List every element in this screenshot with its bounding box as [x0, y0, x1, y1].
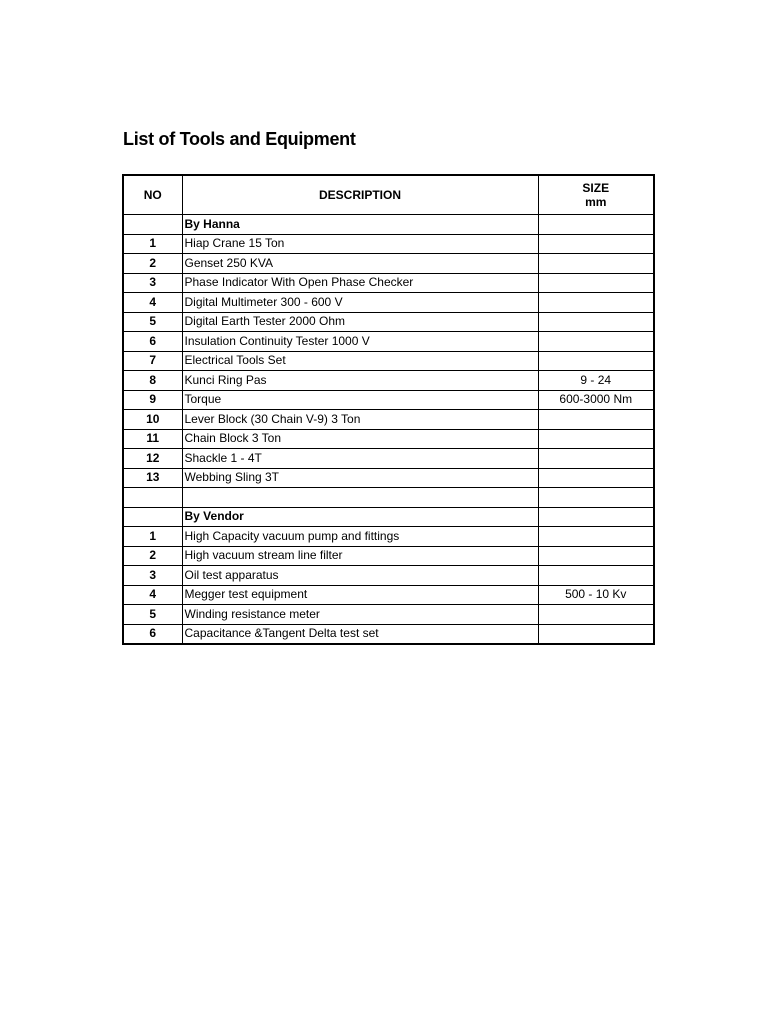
table-row [123, 371, 654, 391]
cell-no: 9 [123, 390, 182, 410]
cell-no: 5 [123, 312, 182, 332]
cell-size [538, 566, 654, 586]
cell-size: 600-3000 Nm [538, 390, 654, 410]
table-row [123, 410, 654, 430]
cell-size [538, 234, 654, 254]
cell-no: 6 [123, 624, 182, 644]
header-size-unit: mm [585, 195, 607, 209]
cell-no: 7 [123, 351, 182, 371]
cell-size [538, 410, 654, 430]
cell-size: 500 - 10 Kv [538, 585, 654, 605]
cell-no: 3 [123, 273, 182, 293]
table-row [123, 234, 654, 254]
cell-no: 4 [123, 293, 182, 313]
cell-size [538, 507, 654, 527]
cell-no [123, 488, 182, 508]
tools-table [122, 174, 655, 645]
section-heading: By Vendor [182, 507, 538, 527]
cell-description: Capacitance &Tangent Delta test set [182, 624, 538, 644]
cell-description: Digital Earth Tester 2000 Ohm [182, 312, 538, 332]
table-row [123, 390, 654, 410]
cell-description: Phase Indicator With Open Phase Checker [182, 273, 538, 293]
table-row [123, 527, 654, 547]
cell-no [123, 215, 182, 235]
table-row [123, 566, 654, 586]
cell-size [538, 351, 654, 371]
header-size-label: SIZE [582, 181, 610, 195]
cell-description: Shackle 1 - 4T [182, 449, 538, 469]
cell-no: 1 [123, 527, 182, 547]
cell-description: High Capacity vacuum pump and fittings [182, 527, 538, 547]
cell-description: Insulation Continuity Tester 1000 V [182, 332, 538, 352]
cell-size [538, 488, 654, 508]
cell-size [538, 429, 654, 449]
table-row [123, 312, 654, 332]
cell-description: Lever Block (30 Chain V-9) 3 Ton [182, 410, 538, 430]
cell-description: Webbing Sling 3T [182, 468, 538, 488]
table-row [123, 273, 654, 293]
header-size [538, 175, 654, 215]
cell-no: 10 [123, 410, 182, 430]
cell-description: Oil test apparatus [182, 566, 538, 586]
header-description: DESCRIPTION [182, 175, 538, 215]
section-row [123, 507, 654, 527]
cell-size [538, 605, 654, 625]
table-row [123, 546, 654, 566]
cell-no: 2 [123, 254, 182, 274]
cell-no: 8 [123, 371, 182, 391]
cell-description: Chain Block 3 Ton [182, 429, 538, 449]
cell-no [123, 507, 182, 527]
cell-description: Winding resistance meter [182, 605, 538, 625]
table-row [123, 624, 654, 644]
table-row [123, 429, 654, 449]
cell-no: 4 [123, 585, 182, 605]
table-row [123, 468, 654, 488]
cell-size [538, 546, 654, 566]
table-row [123, 254, 654, 274]
cell-no: 5 [123, 605, 182, 625]
table-row [123, 605, 654, 625]
table-row [123, 351, 654, 371]
table-row [123, 332, 654, 352]
table-row [123, 585, 654, 605]
cell-description [182, 488, 538, 508]
document-title: List of Tools and Equipment [123, 129, 356, 149]
cell-no: 11 [123, 429, 182, 449]
cell-size [538, 293, 654, 313]
cell-size: 9 - 24 [538, 371, 654, 391]
cell-description: Megger test equipment [182, 585, 538, 605]
cell-no: 1 [123, 234, 182, 254]
section-heading: By Hanna [182, 215, 538, 235]
cell-size [538, 273, 654, 293]
cell-description: High vacuum stream line filter [182, 546, 538, 566]
cell-size [538, 254, 654, 274]
cell-description: Genset 250 KVA [182, 254, 538, 274]
cell-description: Digital Multimeter 300 - 600 V [182, 293, 538, 313]
cell-size [538, 215, 654, 235]
cell-no: 12 [123, 449, 182, 469]
tools-table-body [123, 215, 654, 645]
cell-description: Kunci Ring Pas [182, 371, 538, 391]
cell-description: Hiap Crane 15 Ton [182, 234, 538, 254]
section-row [123, 215, 654, 235]
cell-size [538, 312, 654, 332]
cell-size [538, 332, 654, 352]
cell-size [538, 468, 654, 488]
table-header-row [123, 175, 654, 215]
cell-size [538, 624, 654, 644]
cell-no: 6 [123, 332, 182, 352]
cell-description: Torque [182, 390, 538, 410]
cell-no: 13 [123, 468, 182, 488]
cell-size [538, 527, 654, 547]
table-row [123, 488, 654, 508]
cell-no: 3 [123, 566, 182, 586]
cell-size [538, 449, 654, 469]
header-no: NO [123, 175, 182, 215]
table-row [123, 449, 654, 469]
cell-description: Electrical Tools Set [182, 351, 538, 371]
table-row [123, 293, 654, 313]
cell-no: 2 [123, 546, 182, 566]
